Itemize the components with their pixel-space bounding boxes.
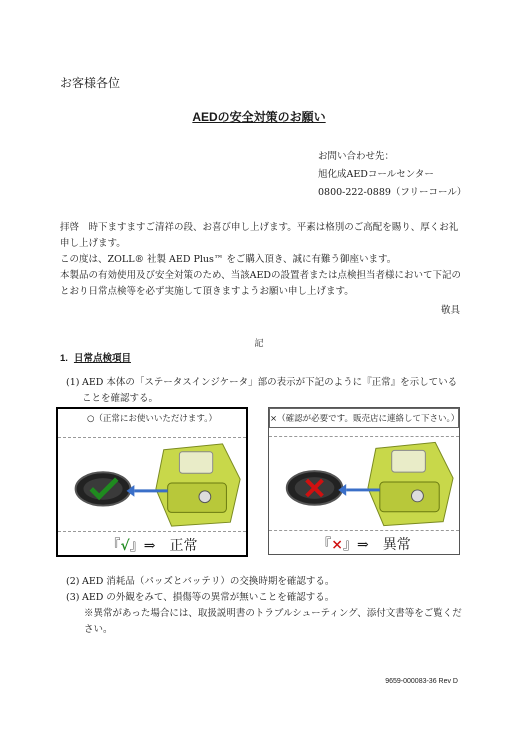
section-1-title: 日常点検項目 bbox=[73, 353, 131, 364]
panel-abnormal-caption: ×（確認が必要です。販売店に連絡して下さい。） bbox=[269, 408, 459, 428]
panel-normal-result-text: ⇒ 正常 bbox=[143, 538, 198, 554]
body-line-3: 本製品の有効使用及び安全対策のため、当該AEDの設置者または点検担当者様において下記のとおり日常点検等を必ず実施して頂きますようお願い申し上げます。 bbox=[60, 270, 462, 297]
aed-device-normal-illustration bbox=[58, 439, 246, 531]
panel-abnormal bbox=[268, 407, 460, 555]
section-1-heading bbox=[60, 350, 131, 364]
panel-abnormal-result-text: ⇒ 異常 bbox=[357, 537, 411, 553]
status-indicator-error-icon bbox=[287, 471, 342, 505]
ki-mark: 記 bbox=[254, 339, 264, 349]
check-mark-icon: √ bbox=[120, 538, 130, 554]
item-1 bbox=[66, 375, 466, 407]
status-indicator-ok-icon bbox=[76, 472, 131, 505]
item-1-number: (1) bbox=[66, 377, 80, 388]
aed-device-icon bbox=[156, 444, 240, 526]
item-3-number: (3) bbox=[66, 592, 80, 603]
item-3 bbox=[66, 590, 466, 638]
panel-normal-caption: ○（正常にお使いいただけます。） bbox=[58, 409, 246, 429]
panel-normal-divider-bottom bbox=[58, 531, 246, 532]
panel-normal-divider-top bbox=[58, 437, 246, 438]
panel-normal bbox=[56, 407, 248, 557]
item-3-note: ※異常があった場合には、取扱説明書のトラブルシューティング、添付文書等をご覧ください。 bbox=[84, 608, 462, 635]
panel-abnormal-divider-top bbox=[269, 436, 459, 437]
body-line-2: この度は、ZOLL® 社製 AED Plus™ をご購入頂き、誠に有難う御座います。 bbox=[60, 254, 397, 265]
item-2-text: AED 消耗品（パッズとバッテリ）の交換時期を確認する。 bbox=[82, 576, 335, 587]
contact-phone: 0800-222-0889（フリーコール） bbox=[318, 187, 467, 198]
contact-center: 旭化成AEDコールセンター bbox=[318, 169, 434, 180]
contact-label: お問い合わせ先： bbox=[318, 151, 395, 162]
document-number: 9659-000083-36 Rev D bbox=[385, 678, 458, 685]
panel-normal-result: 『√』⇒ 正常 bbox=[106, 538, 198, 554]
salutation: お客様各位 bbox=[60, 76, 121, 90]
items-2-3 bbox=[66, 574, 466, 638]
item-3-text: AED の外観をみて、損傷等の異常が無いことを確認する。 bbox=[82, 592, 335, 603]
item-2 bbox=[66, 574, 466, 590]
panel-abnormal-divider-bottom bbox=[269, 530, 459, 531]
panel-abnormal-result: 『×』⇒ 異常 bbox=[317, 537, 411, 553]
item-1-text: AED 本体の「ステータスインジケータ」部の表示が下記のように『正常』を示していることを確認する。 bbox=[82, 377, 458, 404]
body-line-1: 拝啓 時下ますますご清祥の段、お喜び申し上げます。平素は格別のご高配を賜り、厚くお礼申し上げます。 bbox=[60, 222, 459, 249]
letter-body bbox=[60, 220, 464, 300]
section-1-number: 1. bbox=[60, 353, 68, 364]
aed-device-abnormal-illustration bbox=[269, 438, 459, 530]
page-title: AEDの安全対策のお願い bbox=[192, 110, 326, 124]
contact-block bbox=[318, 148, 466, 202]
closing: 敬具 bbox=[440, 305, 460, 316]
cross-mark-icon: × bbox=[331, 537, 343, 553]
item-2-number: (2) bbox=[66, 576, 80, 587]
aed-device-icon bbox=[368, 442, 453, 525]
